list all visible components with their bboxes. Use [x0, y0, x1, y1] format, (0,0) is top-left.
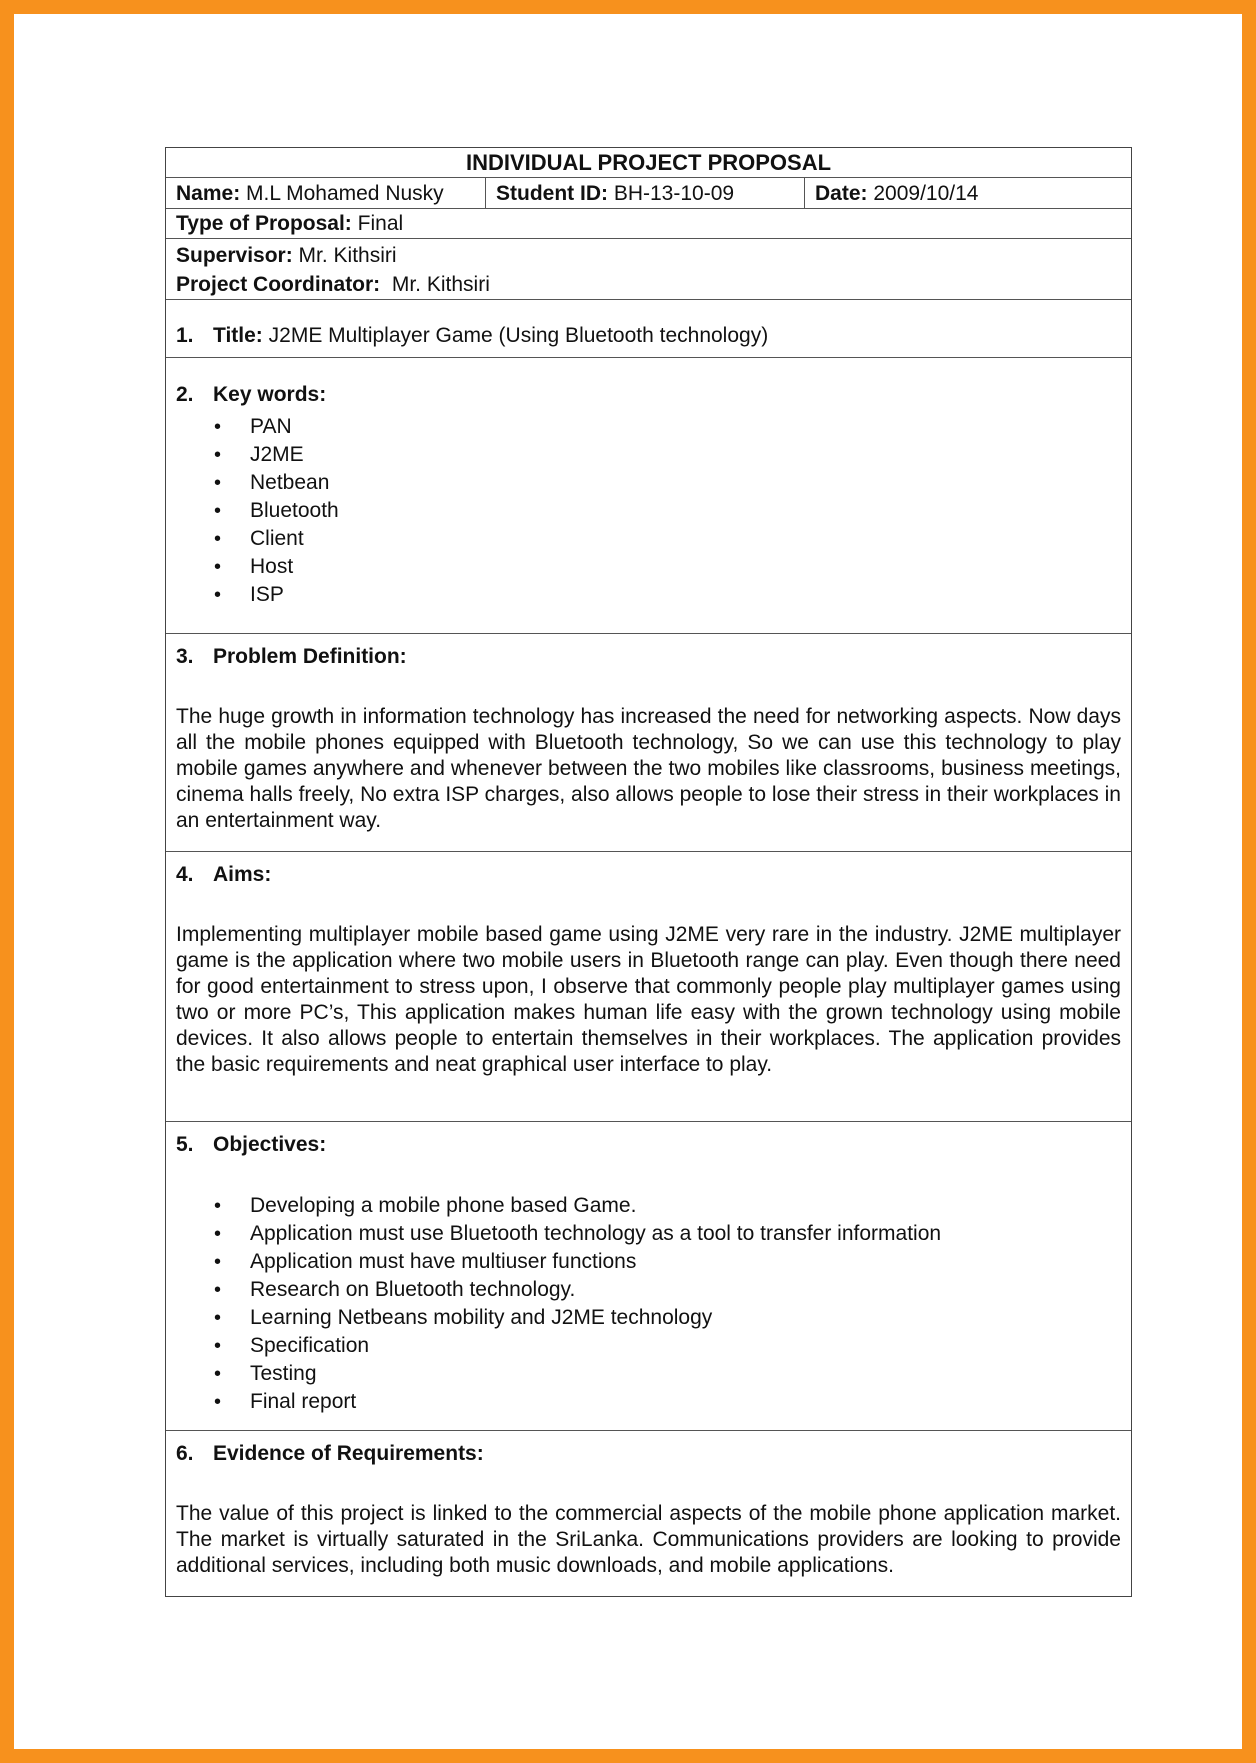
objective-item: • Application must use Bluetooth technology as a tool to transfer information	[176, 1220, 1121, 1248]
keyword-item: • PAN	[176, 413, 1121, 441]
section-label: Problem Definition:	[213, 645, 407, 668]
section-title-heading	[176, 323, 1121, 349]
proposal-type-value: Final	[357, 212, 404, 235]
section-problem-definition	[166, 634, 1131, 852]
coordinator-line	[176, 270, 1121, 299]
objective-item: • Application must have multiuser functions	[176, 1248, 1121, 1276]
section-label: Objectives:	[213, 1133, 327, 1156]
evidence-text: The value of this project is linked to the commercial aspects of the mobile phone application market. The market is virtually saturated in the SriLanka. Communications providers are looking to provide additional services, including both music downloads, and mobile applications.	[176, 1502, 1121, 1577]
form-title: INDIVIDUAL PROJECT PROPOSAL	[166, 148, 1131, 178]
section-number: 6.	[176, 1442, 194, 1465]
name-value: M.L Mohamed Nusky	[246, 182, 444, 205]
keyword-list	[176, 413, 1121, 609]
keyword-item: • ISP	[176, 581, 1121, 609]
document-page	[14, 14, 1242, 1749]
project-title-value: J2ME Multiplayer Game (Using Bluetooth technology)	[268, 324, 769, 347]
objective-item: • Final report	[176, 1388, 1121, 1416]
keyword-item: • Host	[176, 553, 1121, 581]
section-keywords	[166, 358, 1131, 634]
keyword-item: • Client	[176, 525, 1121, 553]
proposal-type-label: Type of Proposal:	[176, 212, 352, 235]
proposal-form	[165, 147, 1132, 1597]
section-title	[166, 300, 1131, 358]
student-id-cell	[485, 178, 804, 208]
section-label: Key words:	[213, 383, 327, 406]
date-label: Date:	[815, 182, 868, 205]
student-id-value: BH-13-10-09	[613, 182, 735, 205]
section-objectives	[166, 1122, 1131, 1431]
name-cell	[166, 178, 485, 208]
supervisor-row	[166, 239, 1131, 300]
date-value: 2009/10/14	[873, 182, 979, 205]
student-info-row	[166, 178, 1131, 209]
keyword-item: • Bluetooth	[176, 497, 1121, 525]
aims-text: Implementing multiplayer mobile based game using J2ME very rare in the industry. J2ME multiplayer game is the application where two mobile users in Bluetooth range can play. Even though there need for good entertainment to stress upon, I observe that commonly people play multiplayer games using two or more PC’s, This application makes human life easy with the grown technology using mobile devices. It also allows people to entertain themselves in their workplaces. The application provides the basic requirements and neat graphical user interface to play.	[176, 923, 1121, 1076]
keyword-item: • Netbean	[176, 469, 1121, 497]
objective-item: • Specification	[176, 1332, 1121, 1360]
keyword-item: • J2ME	[176, 441, 1121, 469]
section-evidence	[166, 1431, 1131, 1596]
date-cell	[804, 178, 1131, 208]
name-label: Name:	[176, 182, 241, 205]
section-number: 4.	[176, 863, 194, 886]
coordinator-value: Mr. Kithsiri	[391, 273, 490, 296]
objective-item: • Learning Netbeans mobility and J2ME technology	[176, 1304, 1121, 1332]
objective-item: • Testing	[176, 1360, 1121, 1388]
objective-item: • Research on Bluetooth technology.	[176, 1276, 1121, 1304]
section-number: 1.	[176, 324, 194, 347]
section-evidence-heading	[176, 1441, 1121, 1467]
section-problem-heading	[176, 644, 1121, 670]
section-number: 2.	[176, 383, 194, 406]
objective-item: • Developing a mobile phone based Game.	[176, 1192, 1121, 1220]
section-number: 5.	[176, 1133, 194, 1156]
supervisor-line	[176, 241, 1121, 270]
proposal-type-row	[166, 209, 1131, 239]
section-aims	[166, 852, 1131, 1122]
coordinator-label: Project Coordinator:	[176, 273, 381, 296]
section-label: Evidence of Requirements:	[213, 1442, 484, 1465]
section-objectives-heading	[176, 1132, 1121, 1158]
supervisor-label: Supervisor:	[176, 244, 293, 267]
section-keywords-heading	[176, 382, 1121, 408]
student-id-label: Student ID:	[496, 182, 608, 205]
problem-text: The huge growth in information technology has increased the need for networking aspects. Now days all the mobile phones equipped with Bluetooth technology, So we can use this technology to play mobile games anywhere and whenever between the two mobiles like classrooms, business meetings, cinema halls freely, No extra ISP charges, also allows people to lose their stress in their workplaces in an entertainment way.	[176, 705, 1121, 832]
section-label: Title:	[213, 324, 263, 347]
section-label: Aims:	[213, 863, 272, 886]
supervisor-value: Mr. Kithsiri	[298, 244, 397, 267]
section-number: 3.	[176, 645, 194, 668]
section-aims-heading	[176, 862, 1121, 888]
objective-list	[176, 1192, 1121, 1416]
